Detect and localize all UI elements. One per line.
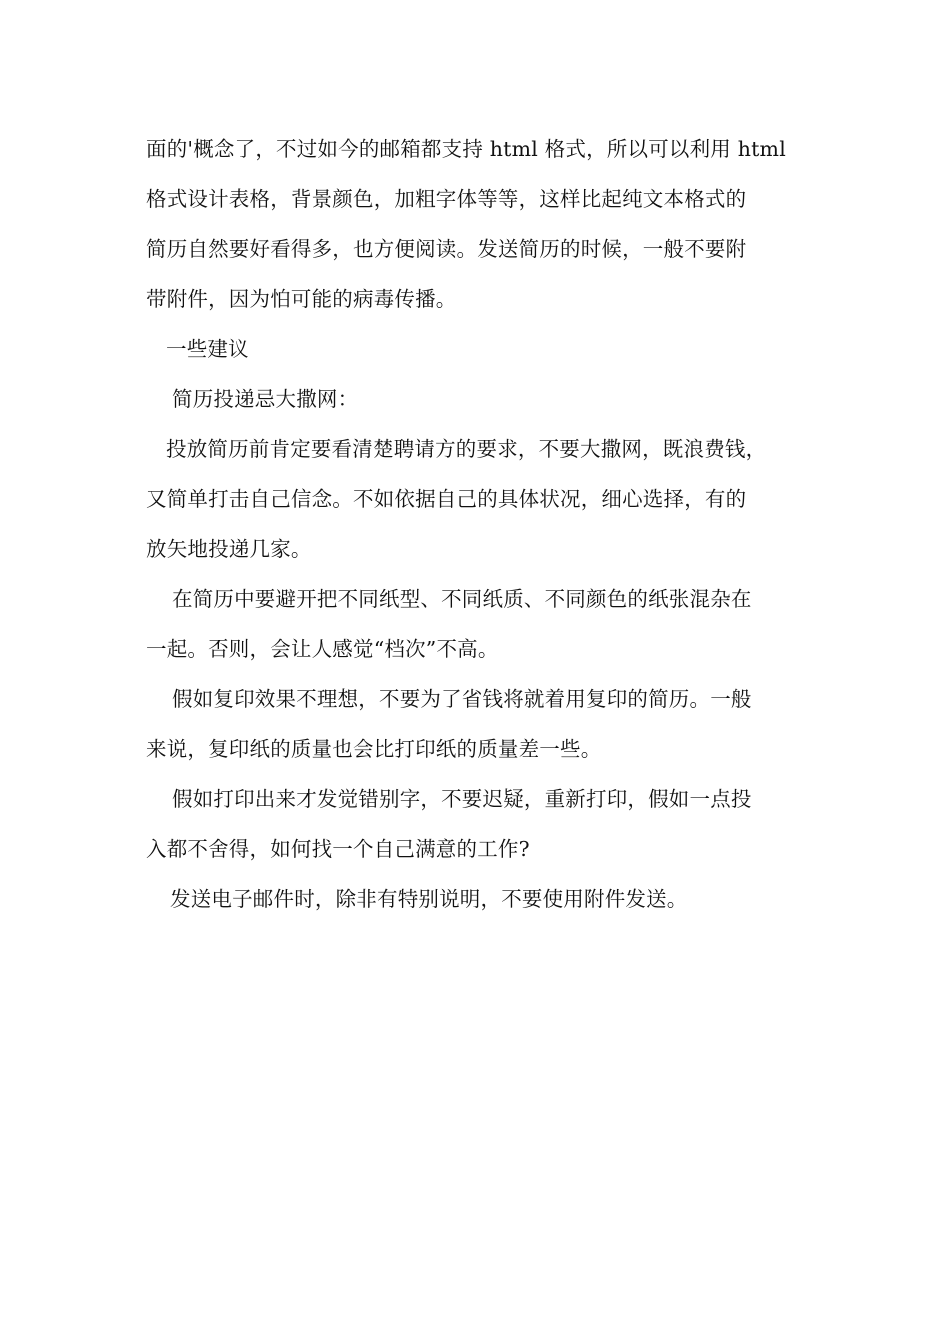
- paragraph-line: 带附件，因为怕可能的病毒传播。: [146, 287, 457, 311]
- paragraph-line: 投放简历前肯定要看清楚聘请方的要求，不要大撒网，既浪费钱，: [166, 437, 767, 461]
- document-body: [146, 124, 826, 924]
- paragraph-line: 在简历中要避开把不同纸型、不同纸质、不同颜色的纸张混杂在: [172, 587, 752, 611]
- section-heading: 一些建议: [166, 337, 249, 361]
- paragraph-line: 面的'概念了，不过如今的邮箱都支持 html 格式，所以可以利用 html: [146, 137, 786, 161]
- paragraph-line: 发送电子邮件时，除非有特别说明，不要使用附件发送。: [170, 887, 688, 911]
- subheading: 简历投递忌大撒网：: [172, 387, 359, 411]
- paragraph-line: 入都不舍得，如何找一个自己满意的工作?: [146, 837, 530, 861]
- paragraph-line: 假如复印效果不理想，不要为了省钱将就着用复印的简历。一般: [172, 687, 752, 711]
- paragraph-line: 放矢地投递几家。: [146, 537, 312, 561]
- paragraph-line: 又简单打击自己信念。不如依据自己的具体状况，细心选择，有的: [146, 487, 747, 511]
- paragraph-line: 格式设计表格，背景颜色，加粗字体等等，这样比起纯文本格式的: [146, 187, 747, 211]
- paragraph-line: 来说，复印纸的质量也会比打印纸的质量差一些。: [146, 737, 602, 761]
- paragraph-line: 一起。否则，会让人感觉“档次”不高。: [146, 637, 499, 661]
- paragraph-line: 假如打印出来才发觉错别字，不要迟疑，重新打印，假如一点投: [172, 787, 752, 811]
- paragraph-line: 简历自然要好看得多，也方便阅读。发送简历的时候，一般不要附: [146, 237, 747, 261]
